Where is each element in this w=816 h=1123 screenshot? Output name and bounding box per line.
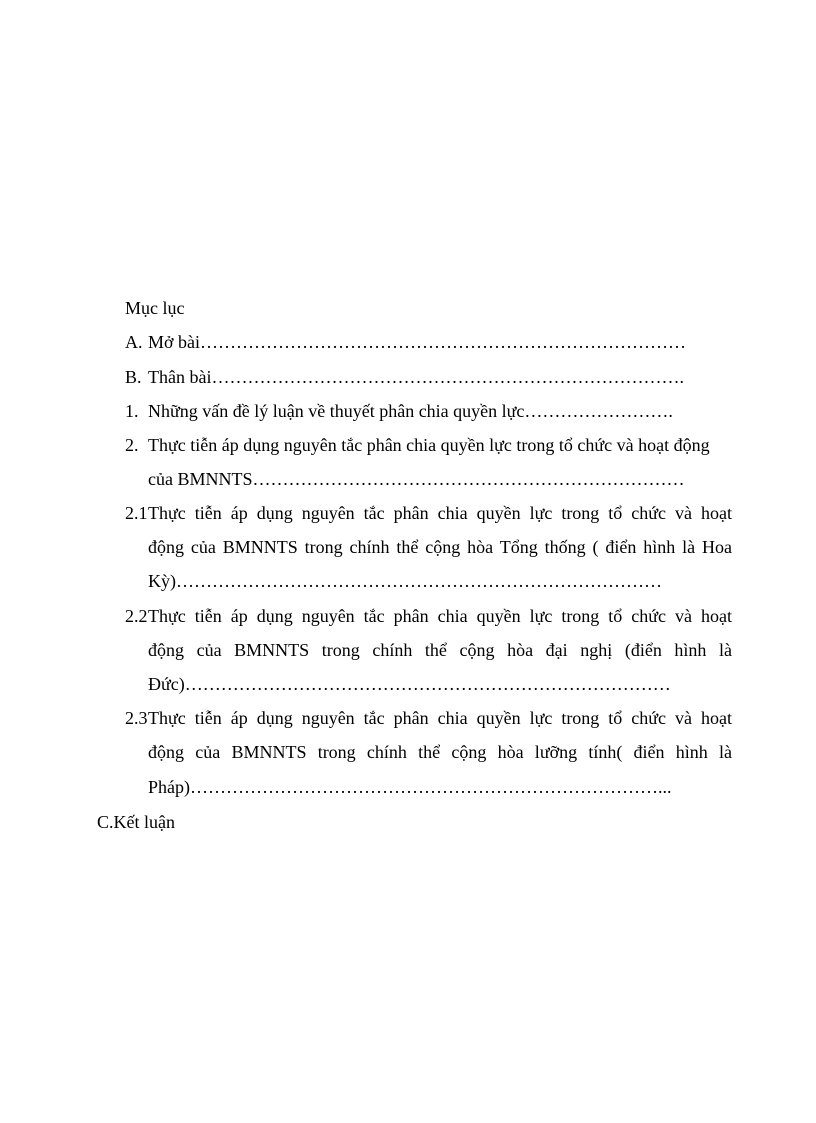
toc-item22-line3: Đức)……………………………………………………………………… bbox=[148, 674, 671, 694]
toc-item23-line3: Pháp)……………………………………………………………………... bbox=[148, 777, 672, 797]
toc-item1-text: Những vấn đề lý luận về thuyết phân chia quyền lực……………………. bbox=[148, 401, 673, 421]
toc-item21-line2: động của BMNNTS trong chính thể cộng hòa Tổng thống ( điển hình là Hoa bbox=[148, 537, 732, 557]
toc-item23-line1: Thực tiễn áp dụng nguyên tắc phân chia quyền lực trong tổ chức và hoạt bbox=[148, 708, 732, 728]
toc-a-text: Mở bài……………………………………………………………………… bbox=[148, 332, 687, 352]
toc-item21-number: 2.1 bbox=[125, 503, 148, 523]
toc-item21-line3: Kỳ)……………………………………………………………………… bbox=[148, 571, 662, 591]
toc-item22-number: 2.2 bbox=[125, 606, 148, 626]
toc-b-text: Thân bài……………………………………………………………………. bbox=[148, 367, 684, 387]
toc-item2-line2: của BMNNTS……………………………………………………………… bbox=[148, 469, 685, 489]
toc-item23-line2: động của BMNNTS trong chính thể cộng hòa lưỡng tính( điển hình là bbox=[148, 742, 732, 762]
toc-a-label: A. bbox=[125, 332, 143, 352]
toc-c-text: C.Kết luận bbox=[97, 812, 175, 832]
toc-item23-number: 2.3 bbox=[125, 708, 148, 728]
toc-heading: Mục lục bbox=[125, 298, 185, 318]
toc-b-label: B. bbox=[125, 367, 142, 387]
toc-item1-number: 1. bbox=[125, 401, 139, 421]
toc-item22-line1: Thực tiễn áp dụng nguyên tắc phân chia quyền lực trong tổ chức và hoạt bbox=[148, 606, 732, 626]
toc-item2-number: 2. bbox=[125, 435, 139, 455]
toc-item22-line2: động của BMNNTS trong chính thể cộng hòa đại nghị (điển hình là bbox=[148, 640, 732, 660]
toc-item21-line1: Thực tiễn áp dụng nguyên tắc phân chia quyền lực trong tổ chức và hoạt bbox=[148, 503, 732, 523]
toc-item2-line1: Thực tiễn áp dụng nguyên tắc phân chia quyền lực trong tổ chức và hoạt động bbox=[148, 435, 710, 455]
